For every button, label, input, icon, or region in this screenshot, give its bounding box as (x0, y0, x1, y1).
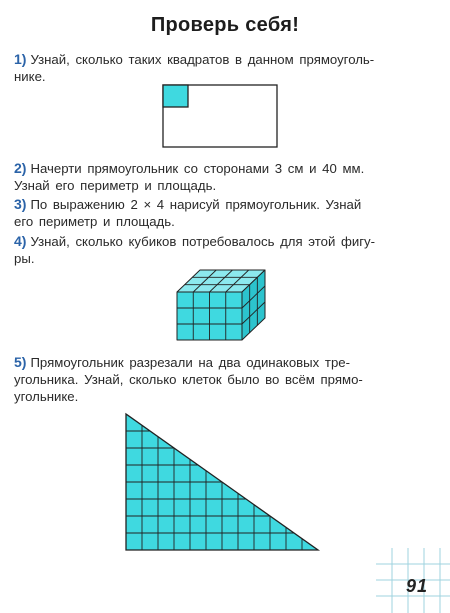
task-1-line-1: Узнай, сколько таких квадратов в данном прямоуголь- (30, 52, 375, 67)
task-5-line-2: угольника. Узнай, сколько клеток было во всём прямо- (14, 372, 363, 387)
task-2-number: 2) (14, 160, 27, 176)
task-3 (14, 196, 432, 230)
task-3-line-1: По выражению 2 × 4 нарисуй прямоугольник. Узнай (30, 197, 362, 212)
cubes-figure (170, 266, 276, 346)
task-4-line-1: Узнай, сколько кубиков потребовалось для этой фигу- (30, 234, 376, 249)
unit-square (163, 85, 188, 107)
rectangle-with-square-figure (162, 84, 282, 150)
triangle-grid-figure (122, 412, 322, 554)
task-5-line-1: Прямоугольник разрезали на два одинаковых тре- (30, 355, 351, 370)
page-title: Проверь себя! (150, 14, 300, 36)
task-4-number: 4) (14, 233, 27, 249)
task-4 (14, 233, 432, 267)
task-5-line-3: угольнике. (14, 389, 79, 404)
task-2-line-1: Начерти прямоугольник со сторонами 3 см и 40 мм. (30, 161, 365, 176)
task-2 (14, 160, 432, 194)
task-5 (14, 354, 432, 405)
task-5-number: 5) (14, 354, 27, 370)
task-1 (14, 51, 432, 85)
task-4-line-2: ры. (14, 251, 35, 266)
page-number: 91 (406, 576, 429, 596)
task-1-number: 1) (14, 51, 27, 67)
task-1-line-2: нике. (14, 69, 46, 84)
task-3-line-2: его периметр и площадь. (14, 214, 175, 229)
task-2-line-2: Узнай его периметр и площадь. (14, 178, 217, 193)
task-3-number: 3) (14, 196, 27, 212)
